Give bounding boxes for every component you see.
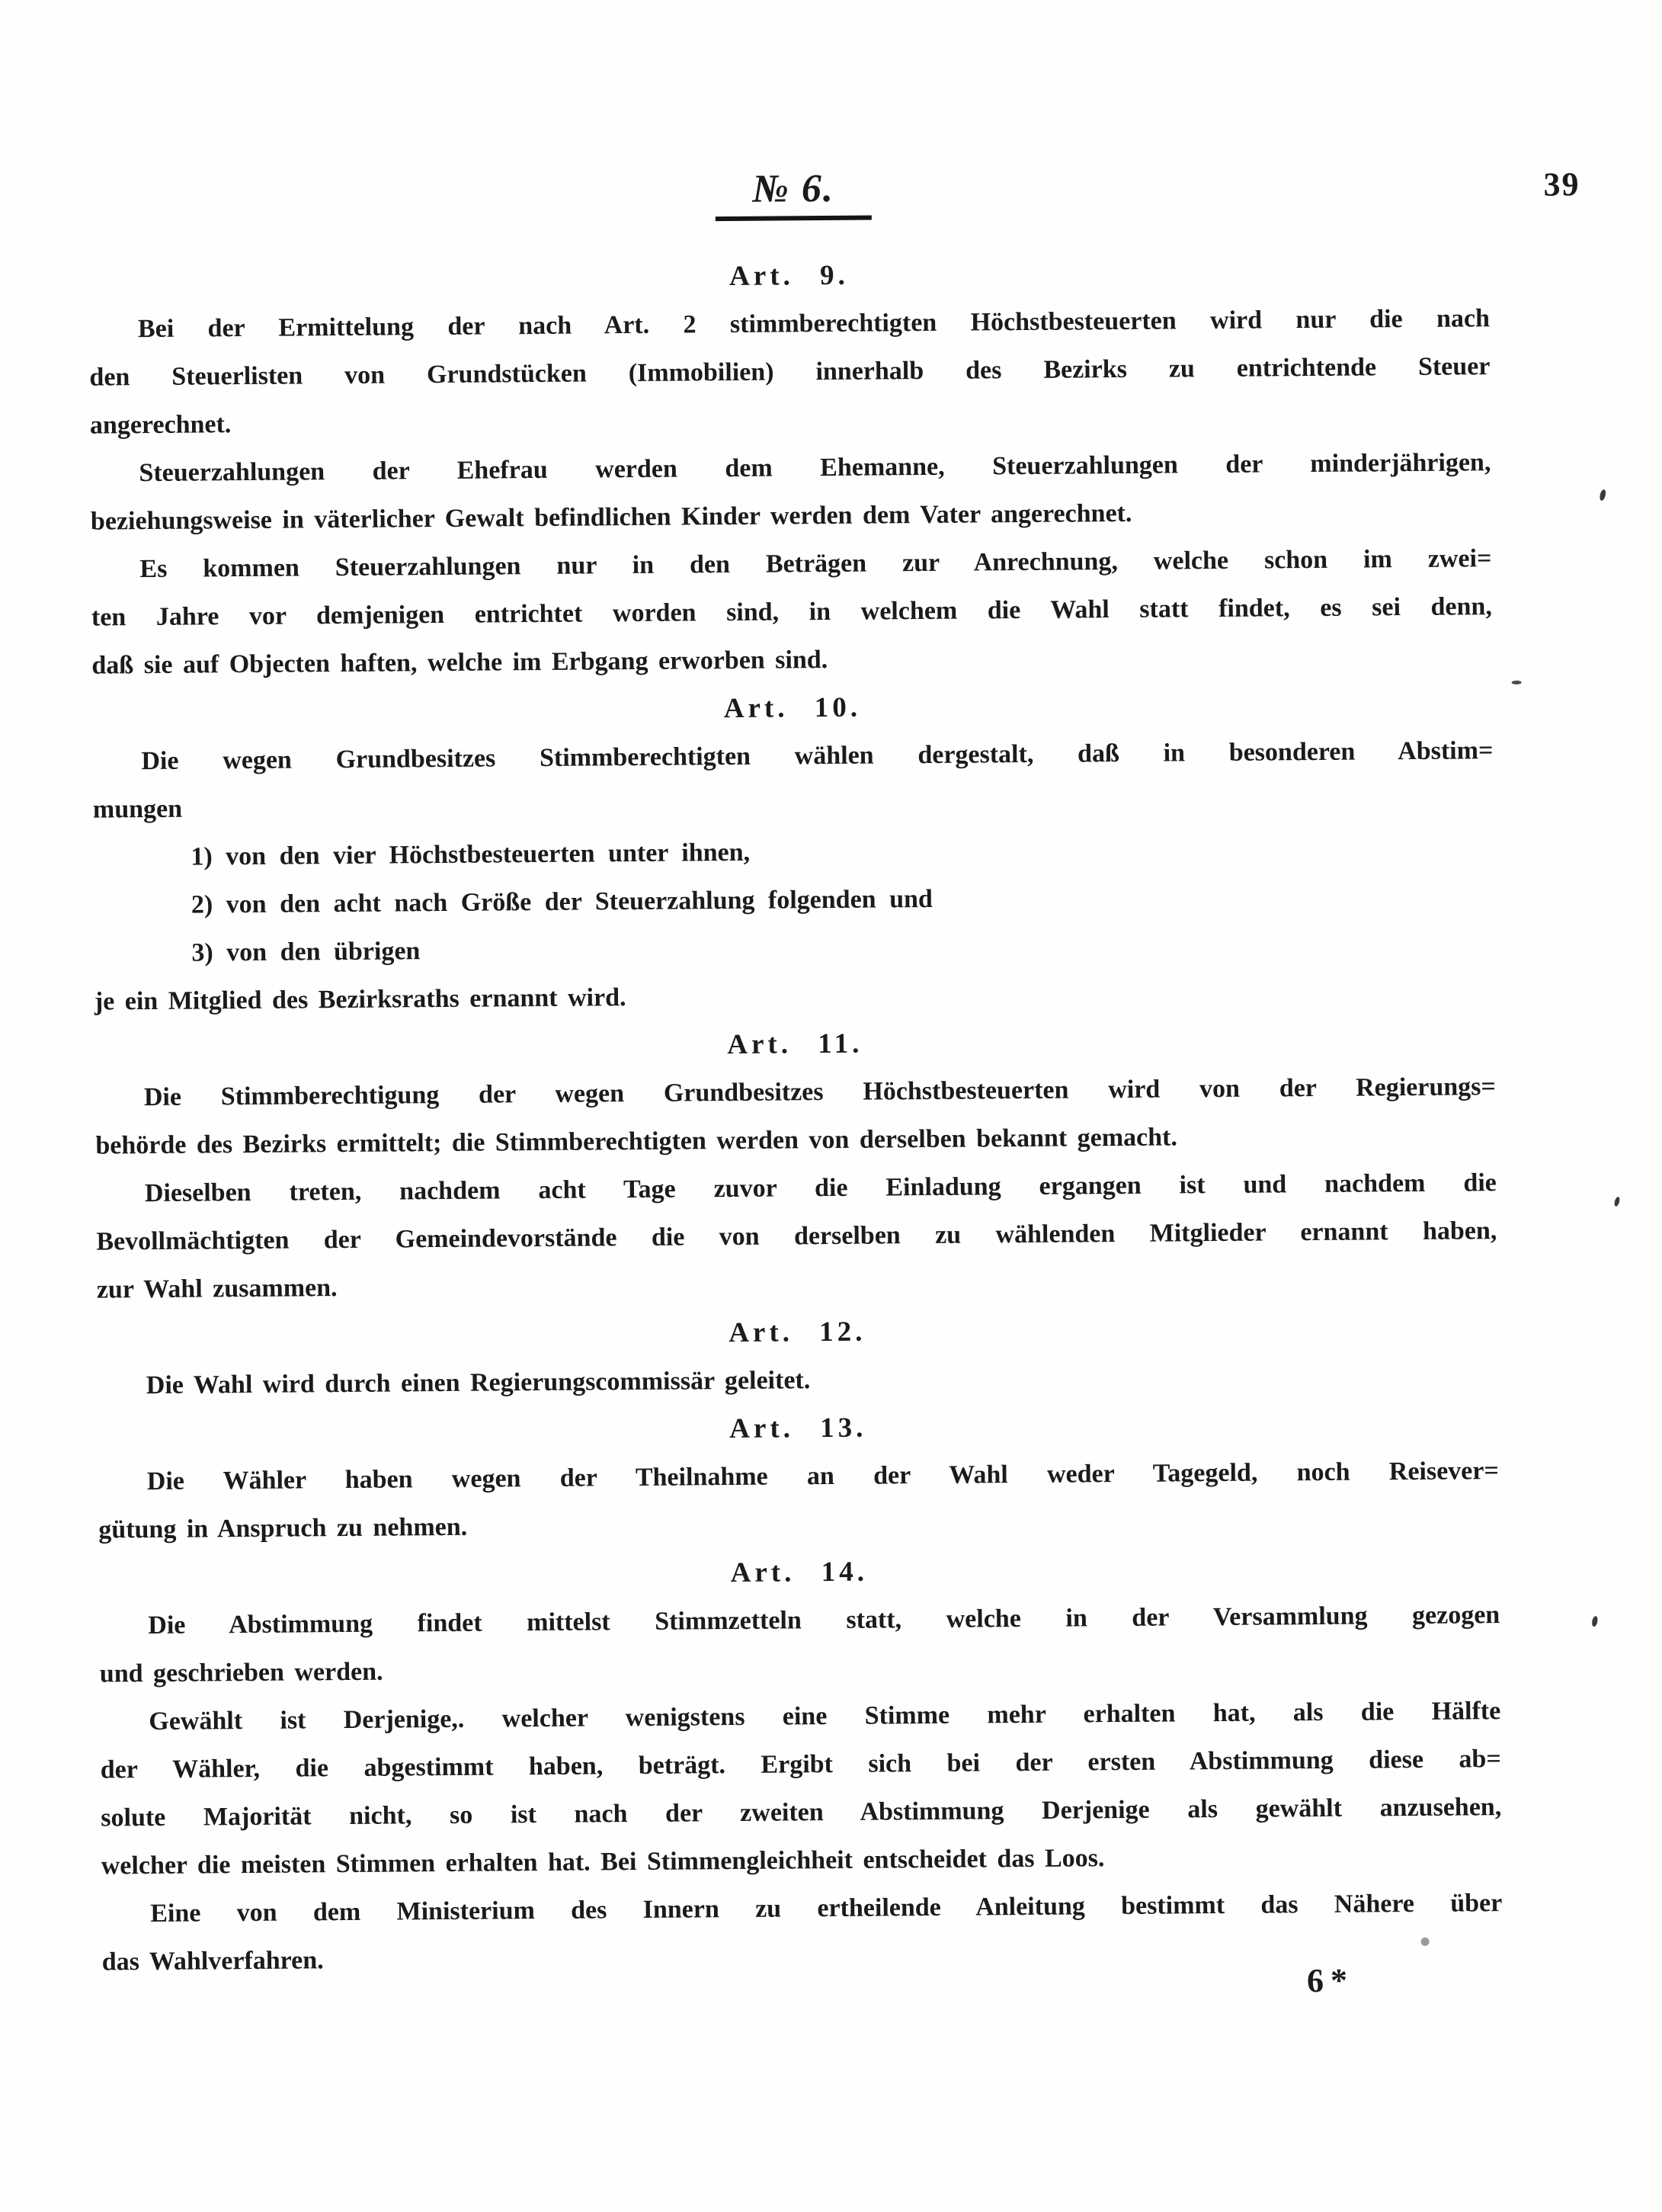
article-heading: Art. 11.	[727, 1027, 863, 1061]
text-line: 2) von den acht nach Größe der Steuerzahlung folgenden und	[191, 884, 933, 919]
text-line: Die wegen Grundbesitzes Stimmberechtigten wählen dergestalt, daß in besonderen Abstim=	[141, 736, 1494, 776]
text-line: Die Stimmberechtigung der wegen Grundbesitzes Höchstbesteuerten wird von der Regierungs=	[143, 1072, 1496, 1112]
text-line: den Steuerlisten von Grundstücken (Immobilien) innerhalb des Bezirks zu entrichtende Steuer	[89, 352, 1491, 392]
text-line: Bevollmächtigten der Gemeindevorstände die von derselben zu wählenden Mitglieder ernannt haben,	[96, 1217, 1497, 1256]
article-heading: Art. 13.	[729, 1412, 867, 1445]
scan-speck	[1591, 1616, 1599, 1627]
text-line: zur Wahl zusammen.	[96, 1274, 338, 1304]
text-line: angerechnet.	[89, 410, 232, 440]
text-line: Die Wahl wird durch einen Regierungscommissär geleitet.	[146, 1366, 811, 1400]
text-line: ten Jahre vor demjenigen entrichtet worden sind, in welchem die Wahl statt findet, es sei denn,	[91, 592, 1493, 632]
text-line: Die Wähler haben wegen der Theilnahme an der Wahl weder Tagegeld, noch Reisever=	[146, 1457, 1499, 1496]
article-heading: Art. 9.	[729, 259, 849, 293]
text-line: gütung in Anspruch zu nehmen.	[98, 1512, 468, 1544]
text-line: welcher die meisten Stimmen erhalten hat. Bei Stimmengleichheit entscheidet das Loos.	[101, 1844, 1105, 1880]
signature-mark: 6*	[1306, 1961, 1355, 2000]
text-line: solute Majorität nicht, so ist nach der zweiten Abstimmung Derjenige als gewählt anzusehen,	[101, 1793, 1502, 1832]
text-line: Es kommen Steuerzahlungen nur in den Beträgen zur Anrechnung, welche schon im zwei=	[139, 544, 1492, 584]
page-number: 39	[1543, 165, 1580, 204]
text-line: 3) von den übrigen	[191, 937, 421, 967]
text-line: beziehungsweise in väterlicher Gewalt befindlichen Kinder werden dem Vater angerechnet.	[90, 499, 1132, 536]
scan-speck	[1512, 681, 1522, 684]
article-heading: Art. 10.	[723, 691, 862, 725]
text-line: 1) von den vier Höchstbesteuerten unter ihnen,	[191, 838, 751, 871]
text-line: Steuerzahlungen der Ehefrau werden dem Ehemanne, Steuerzahlungen der minderjährigen,	[139, 448, 1491, 488]
scan-speck	[1613, 1196, 1620, 1207]
scan-speck	[1421, 1938, 1430, 1946]
text-line: behörde des Bezirks ermittelt; die Stimmberechtigten werden von derselben bekannt gemacht.	[95, 1123, 1178, 1160]
document-body	[88, 246, 1503, 1986]
issue-number-heading: № 6.	[715, 166, 872, 222]
text-line: Dieselben treten, nachdem acht Tage zuvor die Einladung ergangen ist und nachdem die	[144, 1169, 1497, 1208]
article-heading: Art. 12.	[729, 1316, 866, 1349]
text-line: Bei der Ermittelung der nach Art. 2 stimmberechtigten Höchstbesteuerten wird nur die nach	[137, 304, 1491, 344]
text-line: der Wähler, die abgestimmt haben, beträgt. Ergibt sich bei der ersten Abstimmung diese ab=	[100, 1745, 1501, 1784]
text-line: je ein Mitglied des Bezirksraths ernannt wird.	[94, 983, 626, 1016]
text-line: das Wahlverfahren.	[101, 1946, 324, 1976]
text-line: mungen	[92, 794, 183, 824]
text-line: Die Abstimmung findet mittelst Stimmzetteln statt, welche in der Versammlung gezogen	[148, 1601, 1500, 1640]
scan-speck	[1599, 489, 1606, 501]
article-heading: Art. 14.	[730, 1556, 869, 1589]
text-line: daß sie auf Objecten haften, welche im Erbgang erworben sind.	[91, 646, 828, 680]
text-line: Gewählt ist Derjenige,. welcher wenigstens eine Stimme mehr erhalten hat, als die Hälfte	[149, 1697, 1501, 1736]
text-line: Eine von dem Ministerium des Innern zu ertheilende Anleitung bestimmt das Nähere über	[150, 1889, 1503, 1928]
text-line: und geschrieben werden.	[99, 1657, 383, 1688]
